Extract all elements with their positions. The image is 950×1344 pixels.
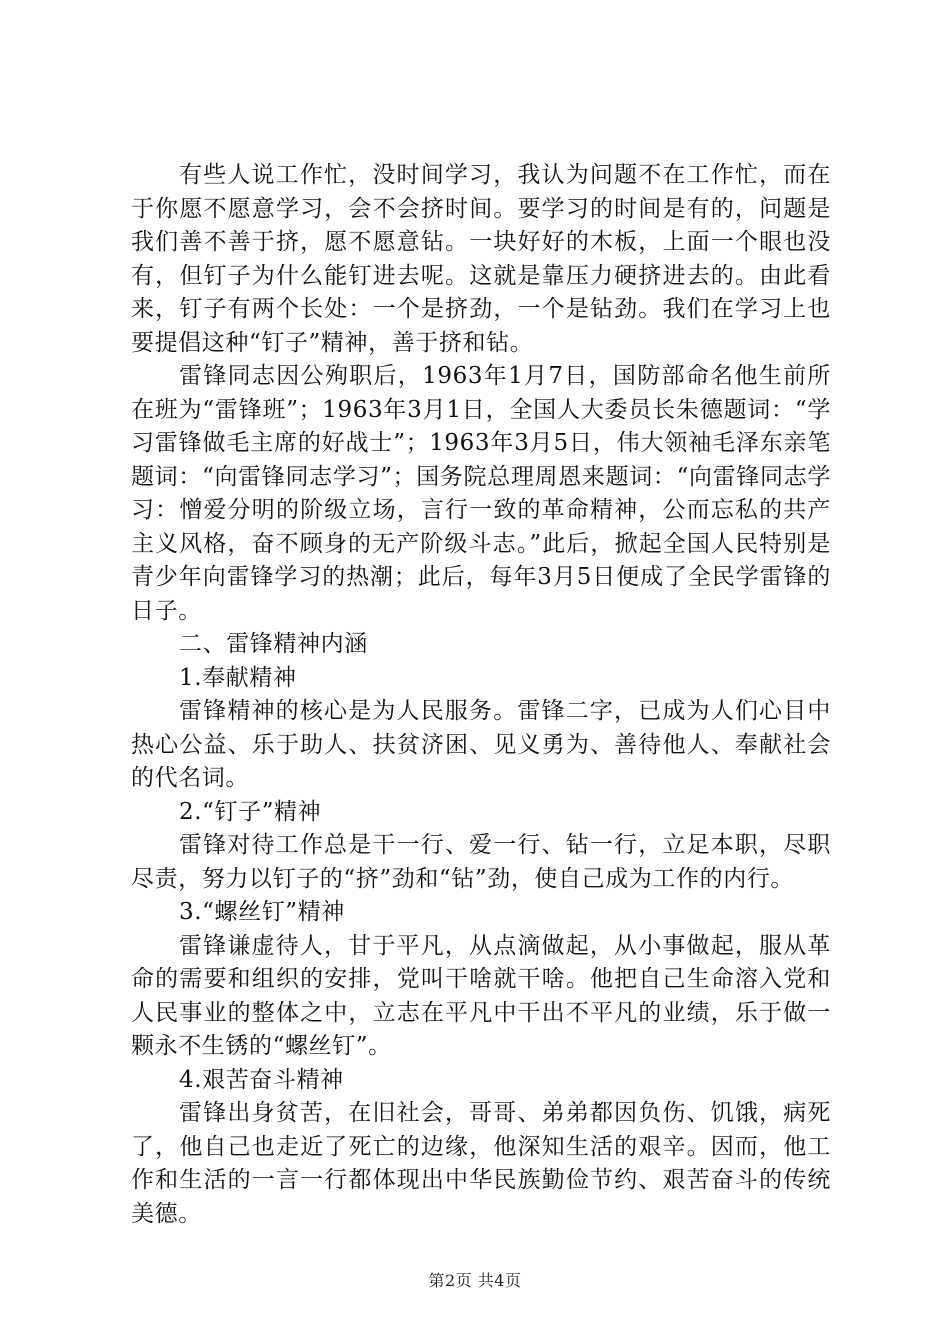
section-heading-spirit-connotation: 二、雷锋精神内涵 <box>179 631 368 657</box>
subheading-nail-spirit: 2.“钉子”精神 <box>179 798 322 825</box>
paragraph-study-nail-spirit: 有些人说工作忙，没时间学习，我认为问题不在工作忙，而在于你愿不愿意学习，会不会挤时间。要学习的时间是有的，问题是我们善不善于挤，愿不愿意钻。一块好好的木板，上面一个眼也没有，但钉子为什么能钉进去呢。这就是靠压力硬挤进去的。由此看来，钉子有两个长处：一个是挤劲，一个是钻劲。我们在学习上也要提倡这种“钉子”精神，善于挤和钻。 <box>131 162 831 356</box>
subheading-screw-spirit: 3.“螺丝钉”精神 <box>179 899 345 925</box>
paragraph-screw-spirit: 雷锋谦虚待人，甘于平凡，从点滴做起，从小事做起，服从革命的需要和组织的安排，党叫干啥就干啥。他把自己生命溶入党和人民事业的整体之中，立志在平凡中干出不平凡的业绩，乐于做一颗永不生锈的“螺丝钉”。 <box>131 932 831 1059</box>
page-number-footer: 第2页 共4页 <box>428 1271 522 1290</box>
subheading-dedication-spirit: 1.奉献精神 <box>179 664 297 691</box>
document-body <box>131 159 831 1231</box>
paragraph-nail-spirit: 雷锋对待工作总是干一行、爱一行、钻一行，立足本职，尽职尽责，努力以钉子的“挤”劲和“钻”劲，使自己成为工作的内行。 <box>131 832 831 892</box>
paragraph-inscriptions-history: 雷锋同志因公殉职后，1963年1月7日，国防部命名他生前所在班为“雷锋班”；1963年3月1日，全国人大委员长朱德题词：“学习雷锋做毛主席的好战士”；1963年3月5日，伟大领袖毛泽东亲笔题词：“向雷锋同志学习”；国务院总理周恩来题词：“向雷锋同志学习：憎爱分明的阶级立场，言行一致的革命精神，公而忘私的共产主义风格，奋不顾身的无产阶级斗志。”此后，掀起全国人民特别是青少年向雷锋学习的热潮；此后，每年3月5日便成了全民学雷锋的日子。 <box>131 363 831 624</box>
paragraph-dedication-spirit: 雷锋精神的核心是为人民服务。雷锋二字，已成为人们心目中热心公益、乐于助人、扶贫济困、见义勇为、善待他人、奉献社会的代名词。 <box>131 698 831 791</box>
paragraph-hard-work-spirit: 雷锋出身贫苦，在旧社会，哥哥、弟弟都因负伤、饥饿，病死了，他自己也走近了死亡的边缘，他深知生活的艰辛。因而，他工作和生活的一言一行都体现出中华民族勤俭节约、艰苦奋斗的传统美德。 <box>131 1100 831 1227</box>
subheading-hard-work-spirit: 4.艰苦奋斗精神 <box>179 1066 344 1093</box>
